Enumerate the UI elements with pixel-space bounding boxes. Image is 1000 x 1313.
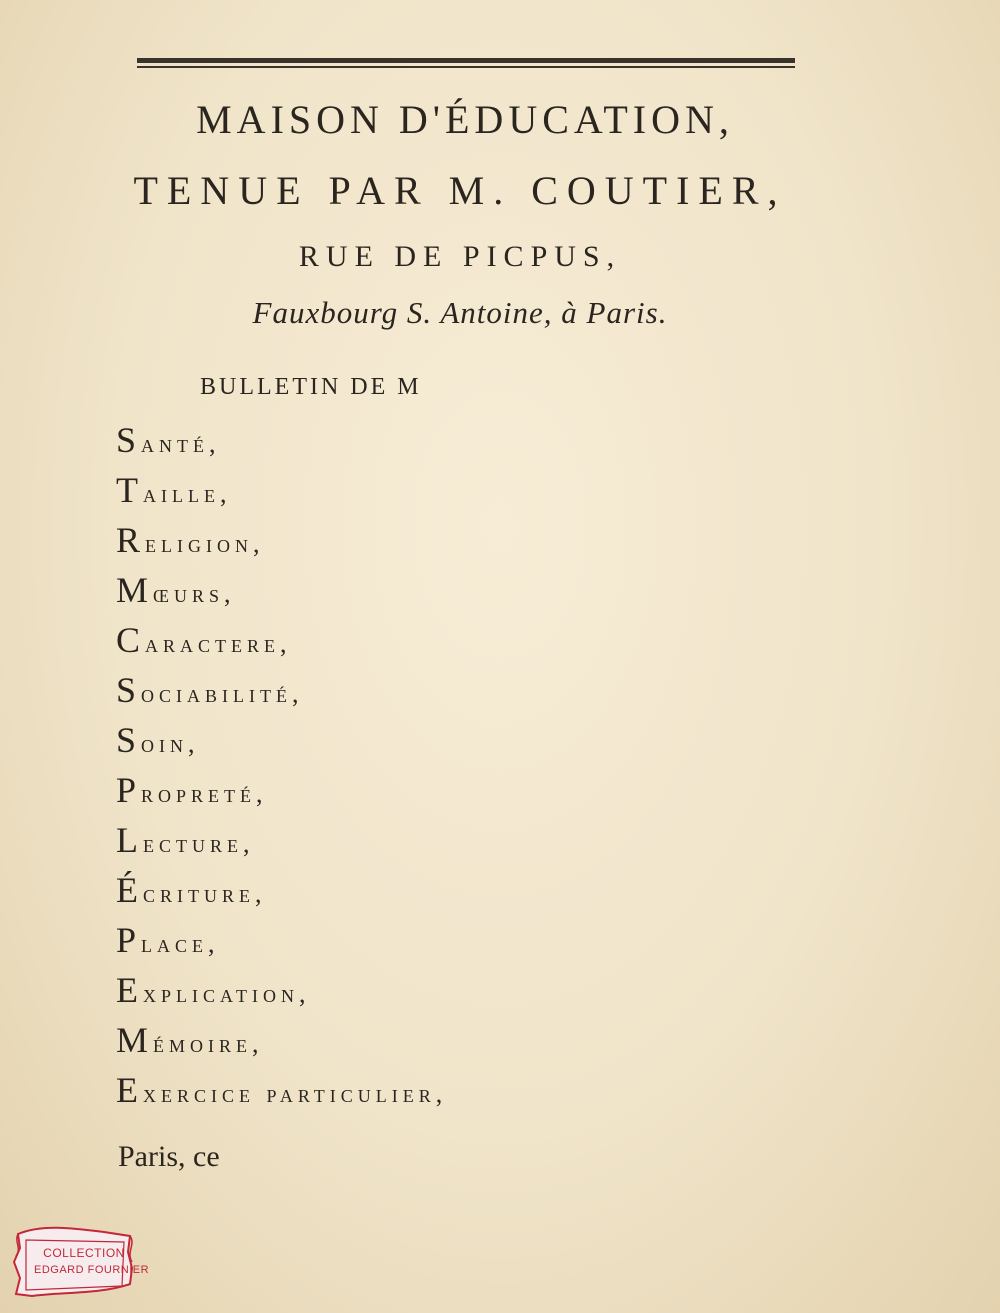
list-item: Religion, [116, 520, 265, 560]
collection-stamp [12, 1222, 150, 1300]
list-item: Soin, [116, 720, 200, 760]
stamp-line-2: EDGARD FOURNIER [34, 1264, 150, 1276]
closing-line: Paris, ce [118, 1140, 220, 1173]
list-item: Mœurs, [116, 570, 236, 610]
bulletin-label: BULLETIN DE M [200, 374, 422, 400]
list-item: Écriture, [116, 870, 267, 910]
list-item: Explication, [116, 970, 311, 1010]
title-line-1: MAISON D'ÉDUCATION, [196, 97, 734, 142]
list-item: Santé, [116, 420, 221, 460]
assessment-list [116, 415, 447, 1115]
title-line-2: TENUE PAR M. COUTIER, [133, 168, 787, 213]
title-line-3: RUE DE PICPUS, [298, 240, 622, 273]
list-item: Lecture, [116, 820, 255, 860]
stamp-line-1: COLLECTION [43, 1246, 125, 1260]
top-double-rule [137, 58, 795, 63]
list-item: Propreté, [116, 770, 268, 810]
stamp-ribbon-icon [12, 1222, 150, 1300]
top-double-rule-thin [137, 66, 795, 68]
list-item: Place, [116, 920, 220, 960]
title-line-4: Fauxbourg S. Antoine, à Paris. [252, 295, 668, 330]
list-item: Sociabilité, [116, 670, 304, 710]
list-item: Taille, [116, 470, 232, 510]
list-item: Mémoire, [116, 1020, 264, 1060]
list-item: Caractere, [116, 620, 292, 660]
list-item: Exercice particulier, [116, 1070, 448, 1110]
